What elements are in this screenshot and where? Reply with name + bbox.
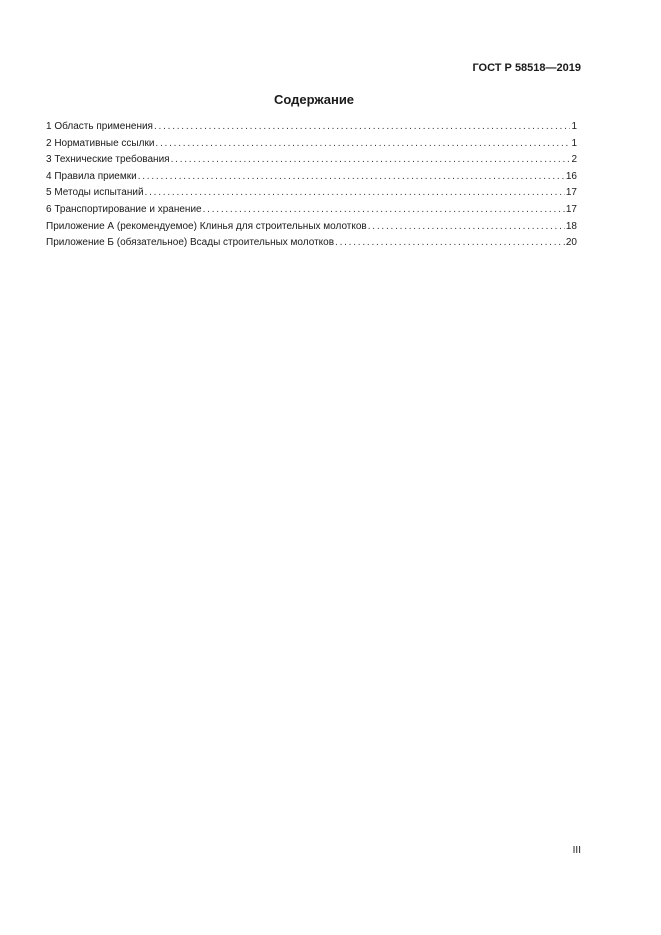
toc-entry-page: 18 xyxy=(565,220,577,232)
toc-dot-leader xyxy=(368,219,565,236)
toc-dot-leader xyxy=(203,202,565,219)
toc-entry-text: Приложение Б (обязательное) Всады строительных молотков xyxy=(46,237,335,249)
toc-entry-3[interactable] xyxy=(46,152,577,169)
toc-entry-5[interactable] xyxy=(46,185,577,202)
toc-dot-leader xyxy=(155,136,570,153)
toc-entry-2[interactable] xyxy=(46,136,577,153)
toc-entry-4[interactable] xyxy=(46,169,577,186)
table-of-contents xyxy=(46,119,577,252)
document-code: ГОСТ Р 58518—2019 xyxy=(472,62,581,74)
toc-entry-page: 16 xyxy=(565,170,577,182)
toc-entry-1[interactable] xyxy=(46,119,577,136)
toc-dot-leader xyxy=(138,169,565,186)
toc-entry-text: Приложение А (рекомендуемое) Клинья для строительных молотков xyxy=(46,220,367,232)
toc-dot-leader xyxy=(335,235,565,252)
toc-entry-text: 5 Методы испытаний xyxy=(46,187,144,199)
toc-entry-page: 20 xyxy=(565,237,577,249)
toc-entry-page: 1 xyxy=(571,137,577,149)
toc-dot-leader xyxy=(171,152,571,169)
toc-entry-appendix-b[interactable] xyxy=(46,235,577,252)
toc-dot-leader xyxy=(145,185,565,202)
toc-entry-text: 3 Технические требования xyxy=(46,154,170,166)
toc-entry-6[interactable] xyxy=(46,202,577,219)
toc-entry-page: 2 xyxy=(571,154,577,166)
toc-entry-text: 6 Транспортирование и хранение xyxy=(46,203,202,215)
toc-entry-page: 17 xyxy=(565,203,577,215)
toc-entry-text: 1 Область применения xyxy=(46,121,153,132)
toc-title: Содержание xyxy=(273,92,355,107)
toc-dot-leader xyxy=(154,119,570,136)
toc-entry-page: 1 xyxy=(571,121,577,132)
toc-entry-page: 17 xyxy=(565,187,577,199)
toc-entry-text: 2 Нормативные ссылки xyxy=(46,137,155,149)
toc-entry-text: 4 Правила приемки xyxy=(46,170,137,182)
toc-entry-appendix-a[interactable] xyxy=(46,219,577,236)
page-number: III xyxy=(572,845,581,856)
